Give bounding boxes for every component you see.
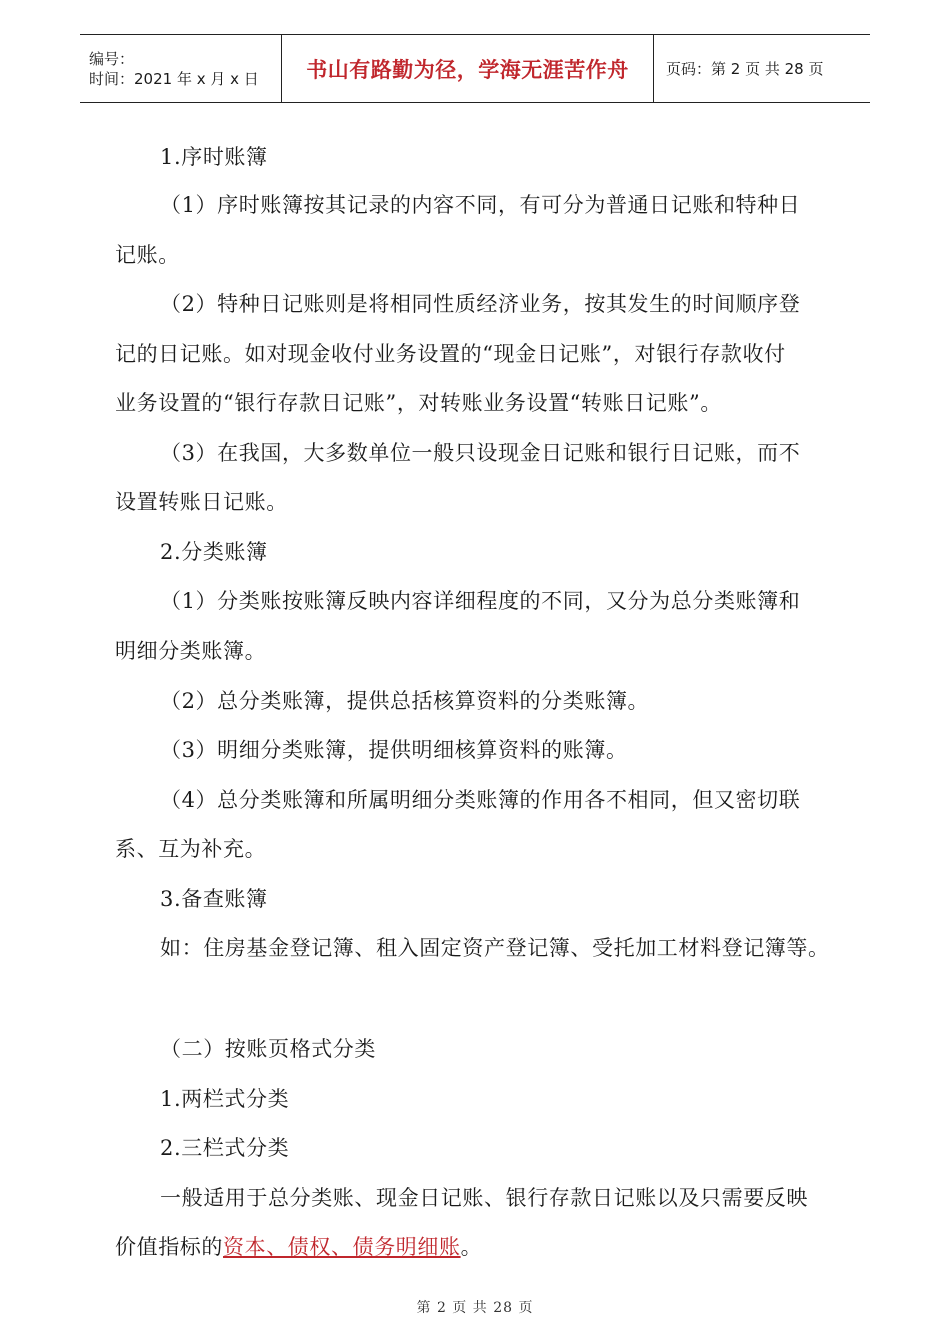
heading-three-column: 2.三栏式分类 (160, 1136, 290, 1160)
paragraph-line-with-link (115, 1233, 482, 1261)
document-number-label: 编号： (89, 49, 135, 68)
paragraph-line: 系、互为补充。 (115, 837, 267, 861)
paragraph-line: 如：住房基金登记簿、租入固定资产登记簿、受托加工材料登记簿等。 (160, 936, 830, 960)
heading-journal: 1.序时账簿 (160, 145, 268, 169)
paragraph-line: （3）在我国，大多数单位一般只设现金日记账和银行日记账，而不 (160, 441, 801, 465)
paragraph-line: （1）序时账簿按其记录的内容不同，有可分为普通日记账和特种日 (160, 193, 801, 217)
detail-ledger-link[interactable]: 资本、债权、债务明细账 (223, 1235, 461, 1259)
header-page-info: 页码：第 2 页 共 28 页 (666, 60, 824, 78)
heading-memo-book: 3.备查账簿 (160, 887, 268, 911)
paragraph-line: （2）特种日记账则是将相同性质经济业务，按其发生的时间顺序登 (160, 292, 801, 316)
page-header (80, 34, 870, 103)
header-meta (80, 35, 282, 102)
line-prefix: 价值指标的 (115, 1235, 223, 1259)
paragraph-line: 设置转账日记账。 (115, 490, 288, 514)
heading-ledger: 2.分类账簿 (160, 540, 268, 564)
paragraph-line: 业务设置的“银行存款日记账”，对转账业务设置“转账日记账”。 (115, 391, 722, 415)
paragraph-line: 记的日记账。如对现金收付业务设置的“现金日记账”，对银行存款收付 (115, 342, 786, 366)
paragraph-line: 记账。 (115, 243, 180, 267)
document-date: 时间：2021 年 x 月 x 日 (89, 69, 259, 88)
paragraph-line: （2）总分类账簿，提供总括核算资料的分类账簿。 (160, 689, 650, 713)
paragraph-line: （3）明细分类账簿，提供明细核算资料的账簿。 (160, 738, 628, 762)
paragraph-line: 明细分类账簿。 (115, 639, 267, 663)
heading-two-column: 1.两栏式分类 (160, 1087, 290, 1111)
line-suffix: 。 (460, 1235, 483, 1259)
paragraph-line: （1）分类账按账簿反映内容详细程度的不同，又分为总分类账簿和 (160, 589, 801, 613)
heading-page-format: （二）按账页格式分类 (160, 1037, 376, 1061)
paragraph-line: 一般适用于总分类账、现金日记账、银行存款日记账以及只需要反映 (160, 1186, 808, 1210)
header-motto: 书山有路勤为径，学海无涯苦作舟 (282, 35, 654, 102)
page-footer: 第 2 页 共 28 页 (416, 1300, 534, 1316)
paragraph-line: （4）总分类账簿和所属明细分类账簿的作用各不相同，但又密切联 (160, 788, 801, 812)
